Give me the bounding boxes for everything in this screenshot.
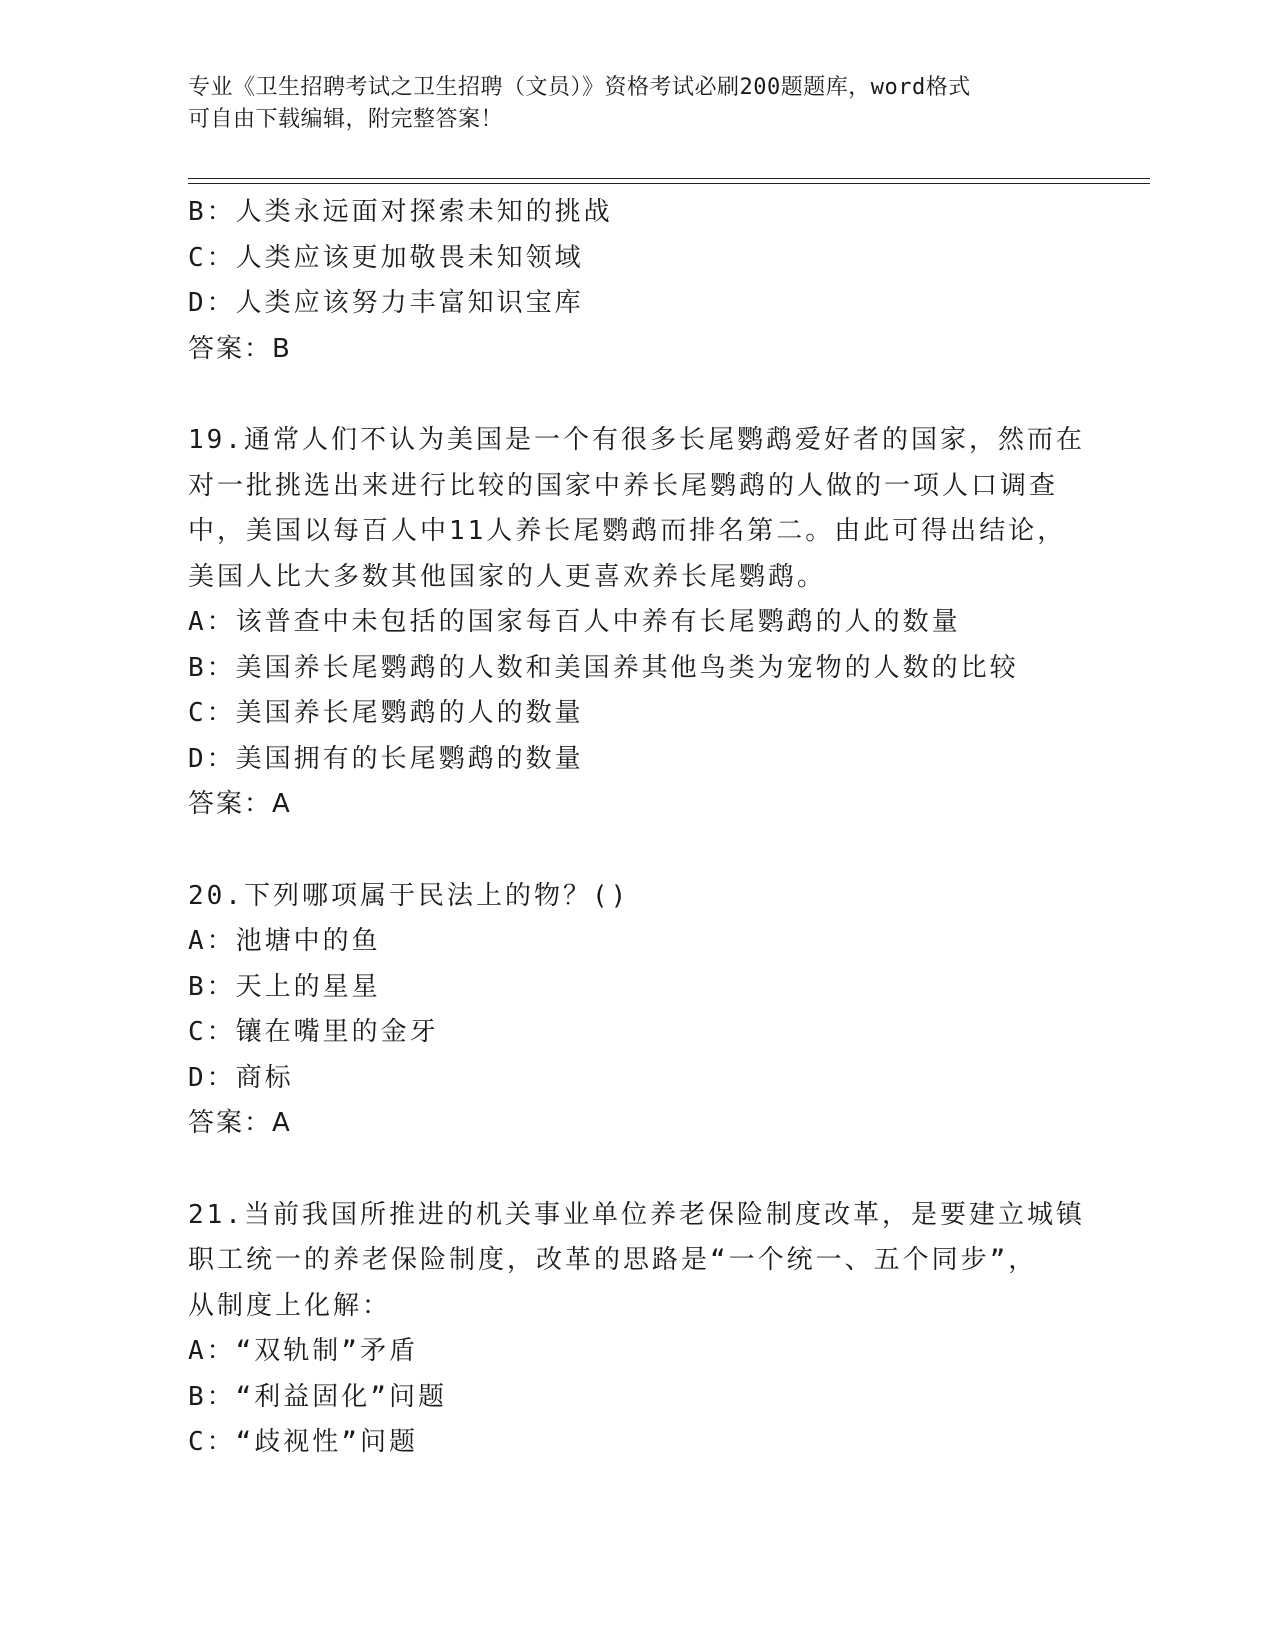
question-stem-line: 对一批挑选出来进行比较的国家中养长尾鹦鹉的人做的一项人口调查 bbox=[188, 470, 1059, 501]
option-c: C：镶在嘴里的金牙 bbox=[188, 1017, 439, 1047]
header-divider-thin bbox=[188, 183, 1150, 184]
header-line-1: 专业《卫生招聘考试之卫生招聘（文员）》资格考试必刷200题题库，word格式 bbox=[188, 75, 971, 100]
option-b: B：“利益固化”问题 bbox=[188, 1381, 447, 1412]
option-a: A：“双轨制”矛盾 bbox=[188, 1336, 418, 1366]
option-c: C：人类应该更加敬畏未知领域 bbox=[188, 242, 584, 273]
question-stem-line: 19.通常人们不认为美国是一个有很多长尾鹦鹉爱好者的国家，然而在 bbox=[188, 425, 1085, 455]
answer-line: 答案：A bbox=[188, 1108, 292, 1138]
option-c: C：“歧视性”问题 bbox=[188, 1427, 418, 1457]
question-20 bbox=[188, 874, 1088, 1147]
question-18-tail bbox=[188, 190, 1088, 372]
option-d: D：商标 bbox=[188, 1062, 294, 1093]
header-line-2: 可自由下载编辑，附完整答案！ bbox=[188, 107, 504, 132]
question-stem-line: 从制度上化解： bbox=[188, 1290, 392, 1321]
answer-line: 答案：A bbox=[188, 789, 292, 819]
option-b: B：人类永远面对探索未知的挑战 bbox=[188, 197, 613, 227]
option-a: A：池塘中的鱼 bbox=[188, 926, 381, 956]
question-19 bbox=[188, 418, 1088, 828]
header-divider-thick bbox=[188, 178, 1150, 179]
option-b: B：美国养长尾鹦鹉的人数和美国养其他鸟类为宠物的人数的比较 bbox=[188, 652, 1019, 683]
question-content bbox=[188, 190, 1088, 1466]
option-a: A：该普查中未包括的国家每百人中养有长尾鹦鹉的人的数量 bbox=[188, 607, 961, 637]
question-21 bbox=[188, 1193, 1088, 1466]
document-header bbox=[188, 72, 1088, 136]
question-stem-line: 21.当前我国所推进的机关事业单位养老保险制度改革，是要建立城镇 bbox=[188, 1199, 1085, 1230]
question-stem-line: 中，美国以每百人中11人养长尾鹦鹉而排名第二。由此可得出结论， bbox=[188, 516, 1067, 546]
question-stem-line: 美国人比大多数其他国家的人更喜欢养长尾鹦鹉。 bbox=[188, 561, 827, 592]
option-b: B：天上的星星 bbox=[188, 971, 381, 1002]
option-d: D：美国拥有的长尾鹦鹉的数量 bbox=[188, 743, 584, 774]
question-stem-line: 20.下列哪项属于民法上的物？() bbox=[188, 880, 630, 911]
option-d: D：人类应该努力丰富知识宝库 bbox=[188, 288, 584, 318]
option-c: C：美国养长尾鹦鹉的人的数量 bbox=[188, 698, 584, 728]
answer-line: 答案：B bbox=[188, 333, 292, 364]
question-stem-line: 职工统一的养老保险制度，改革的思路是“一个统一、五个同步”， bbox=[188, 1245, 1038, 1275]
